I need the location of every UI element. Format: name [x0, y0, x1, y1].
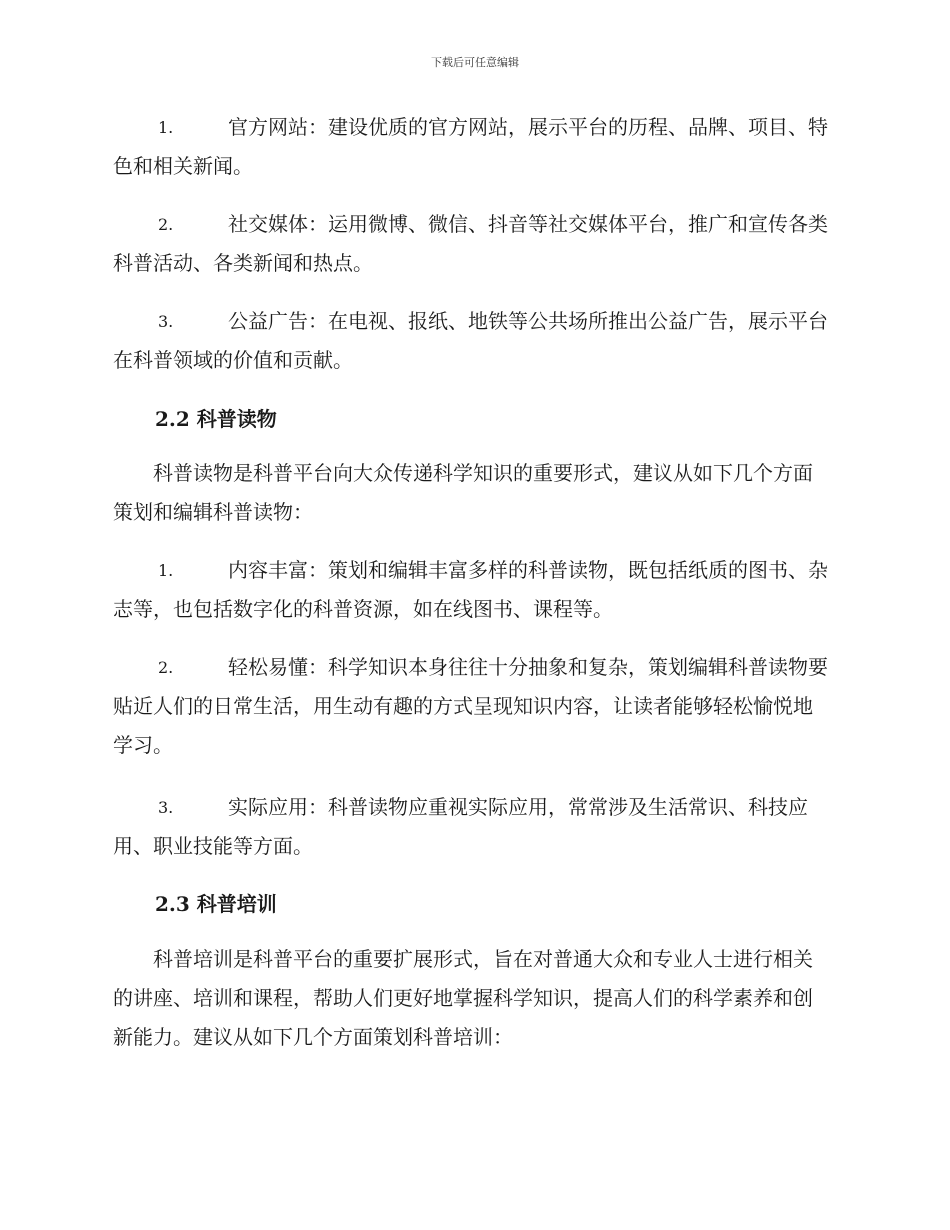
list-text: 官方网站：建设优质的官方网站，展示平台的历程、品牌、项目、特色和相关新闻。 [113, 115, 828, 178]
list-item [113, 108, 831, 186]
list-item [113, 205, 831, 283]
paragraph: 科普读物是科普平台向大众传递科学知识的重要形式，建议从如下几个方面策划和编辑科普读物： [113, 461, 813, 524]
list-item [113, 648, 831, 765]
list-text: 内容丰富：策划和编辑丰富多样的科普读物，既包括纸质的图书、杂志等，也包括数字化的科普资源，如在线图书、课程等。 [113, 558, 828, 621]
list-item [113, 302, 831, 380]
paragraph: 科普培训是科普平台的重要扩展形式，旨在对普通大众和专业人士进行相关的讲座、培训和课程，帮助人们更好地掌握科学知识，提高人们的科学素养和创新能力。建议从如下几个方面策划科普培训： [113, 947, 813, 1049]
list-text: 公益广告：在电视、报纸、地铁等公共场所推出公益广告，展示平台在科普领域的价值和贡献。 [113, 309, 828, 372]
list-number: 1. [158, 118, 174, 137]
list-item [113, 788, 831, 866]
list-text: 实际应用：科普读物应重视实际应用，常常涉及生活常识、科技应用、职业技能等方面。 [113, 795, 808, 858]
page-header: 下载后可任意编辑 [431, 56, 519, 69]
list-number: 3. [158, 312, 174, 331]
list-number: 1. [158, 561, 174, 580]
list-number: 2. [158, 658, 174, 677]
list-text: 轻松易懂：科学知识本身往往十分抽象和复杂，策划编辑科普读物要贴近人们的日常生活，用生动有趣的方式呈现知识内容，让读者能够轻松愉悦地学习。 [113, 655, 828, 757]
section-heading: 2.2 科普读物 [155, 407, 277, 431]
list-text: 社交媒体：运用微博、微信、抖音等社交媒体平台，推广和宣传各类科普活动、各类新闻和热点。 [113, 212, 828, 275]
list-number: 2. [158, 215, 174, 234]
list-item [113, 551, 831, 629]
section-heading: 2.3 科普培训 [155, 892, 277, 916]
list-number: 3. [158, 798, 174, 817]
